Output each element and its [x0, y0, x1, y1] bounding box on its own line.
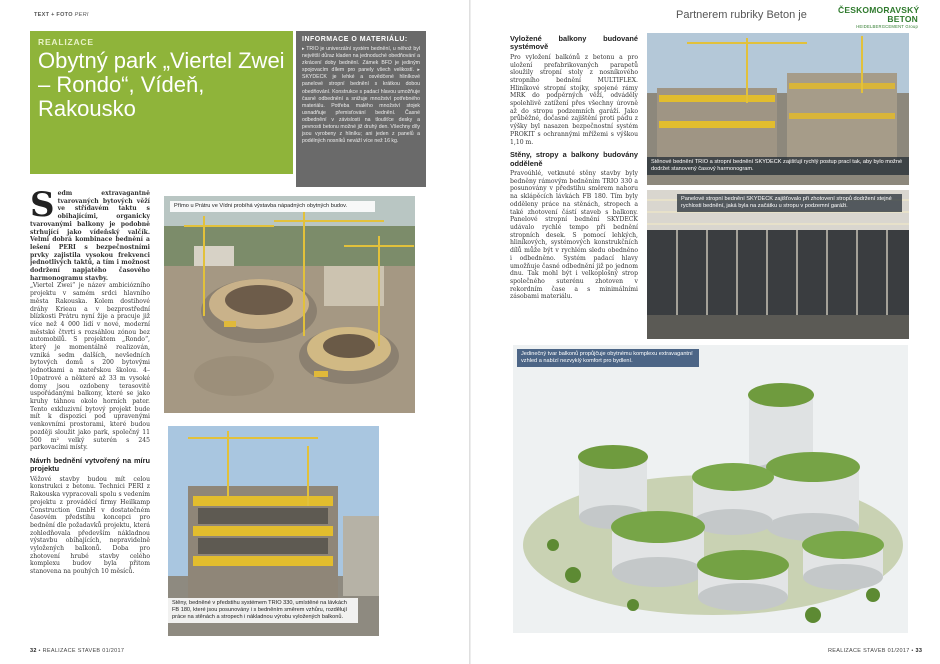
- partner-text: Partnerem rubriky Beton je: [676, 9, 807, 21]
- subheading-design: Návrh bednění vytvořený na míru projektu: [30, 455, 150, 474]
- spread-gutter: [469, 0, 471, 664]
- intro-paragraph: Sedm extravagantně tvarovaných bytových věží ve střídavém taktu s obihajícími, organicky tvarovanými balkony je podobně strhující jako vídeňský valčík. Velmi dobrá kombinace bednění a lešení PERI s bezpečnostními prvky zajistila vysokou frekvenci jednotlivých taktů, a tím i možnost dodržení napjatého časového harmonogramu stavby.: [30, 190, 150, 282]
- left-page-footer: 32 • REALIZACE STAVEB 01/2017: [30, 648, 125, 654]
- photo-caption: Panelové stropní bednění SKYDECK zajišťovalo při zhotovení stropů dodržení stejné rychlosti bednění, jaká byla na začátku u stropu v podzemní garáži.: [677, 194, 902, 212]
- left-text-column: [30, 190, 150, 640]
- body-paragraph: „Viertel Zwei“ je název ambiciózního projektu v samém srdci hlavního města Rakouska. Kolem dostihové dráhy Krieau a v bezprostřední blízkosti Prátru nyní žije a pracuje již více než 4 000 lidí v nové, moderní městské čtvrti s rozsáhlou zónou bez automobilů. S projektem „Rondo“, který je momentálně realizován, vzniká sedm dalších, nevšedních bytových domů s 200 bytovými jednotkami a mateřskou školou. 4–10patrové a některé až 33 m vysoké domy jsou ozdobeny terasovitě uspořádanými balkony, které se jako kruhy táhnou okolo horních pater. Tento exkluzivní bytový projekt bude mít k dispozici pod upravenými venkovními prostorami, které budou později sloužit jako park, společný 11 500 m² velký suterén s 245 parkovacími místy.: [30, 282, 150, 452]
- trio-skydeck-site-photo: [647, 33, 909, 185]
- title-block: [30, 31, 293, 174]
- material-info-box: [296, 31, 426, 187]
- photo-caption: Přímo u Prátru ve Vídni probíhá výstavba nápadných obytných budov.: [170, 201, 375, 212]
- subheading-walls: Stěny, stropy a balkony budovány odděleně: [510, 150, 638, 168]
- tower-formwork-photo: [168, 426, 379, 636]
- info-box-body: ▸ TRIO je univerzální systém bednění, u něhož byl největší důraz kladen na jednoduché obedňování a zkrácení doby bednění. Zámek BFD je jediným spojovacím dílem pro panely všech velikostí. ▸ SKYDECK je lehké a osvědčené hliníkové panelové stropní bednění s krátkou dobou obedňování. Konstrukce s padací hlavou umožňuje časné odbednění a snižuje množství potřebného materiálu. Potřeba malého množství stojek usnadňuje přemisťování bednění. Časné odbednění v závislosti na tloušťce desky a pevnosti betonu možné již druhý den. Všechny díly jsou vyrobeny z hliníku; ani jeden z panelů a podélných nosníků neváží více než 16 kg.: [302, 46, 420, 145]
- right-text-column: [510, 35, 638, 335]
- right-page-footer: REALIZACE STAVEB 01/2017 • 33: [828, 648, 923, 654]
- skydeck-props-photo: [647, 190, 909, 339]
- aerial-site-photo: [164, 196, 415, 413]
- article-title: Obytný park „Viertel Zwei – Rondo“, Vídeň, Rakousko: [38, 48, 285, 121]
- info-box-heading: INFORMACE O MATERIÁLU:: [302, 36, 408, 43]
- subheading-balconies: Vyložené balkony budované systémově: [510, 35, 638, 52]
- photo-caption: Stěny, bedněné v předstihu systémem TRIO 330, umístěné na lávkách FB 180, které jsou posunovány i s bedněním směrem vzhůru, rozdělují práce na stěnách a stropech i nákladnou výrobu vyložených balkonů.: [168, 598, 358, 623]
- body-paragraph: Věžové stavby budou mít celou konstrukci z betonu. Technici PERI z Rakouska vypracovali spolu s vedením projektu z prováděcí firmy Heilkamp Construction GmbH v dostatečném časovém předstihu koncepci pro bednění dle požadavků projektu, která zohledňovala především nákladnou výstavbu obíhajících, nepravidelně vyložených balkonů. Doba pro zhotovení hrubé stavby celého komplexu budov byla přitom stanovena na pouhých 10 měsíců.: [30, 475, 150, 576]
- photo-credit: TEXT + FOTO PERI: [34, 12, 89, 18]
- ceskomoravsky-beton-logo: ČESKOMORAVSKÝ BETON HEIDELBERGCEMENT Group: [838, 5, 920, 29]
- photo-caption: Stěnové bednění TRIO a stropní bednění SKYDECK zajišťují rychlý postup prací tak, aby bylo možné dodržet stanovený časový harmonogram.: [647, 157, 909, 175]
- body-paragraph: Pro vyložení balkónů z betonu a pro uložení prefabrikovaných parapetů sloužily stropní stoly z nosníkového stropního bednění MULTIFLEX. Hliníkové stropní stojky, spojené rámy MRK do podpěrných věží, odváděly spolehlivě zatížení přes všechny úrovně až do stropu podzemních garáží. Jako průběžné, dočasné zajištění proti pádu z výšky byl nasazen bezpečnostní systém PROKIT s ochrannými mřížemi s výškou 1,10 m.: [510, 53, 638, 146]
- body-paragraph: Pravoúhlé, vetknuté stěny stavby byly bedněny rámovým bedněním TRIO 330 a posunovány v předstihu směrem nahoru na sklápěcích lávkách FB 180. Tím byly odděleny práce na stěnách, stropech a také zhotovení částí staveb s balkony. Panelové stropní bednění SKYDECK udávalo rychlé tempo při bednění stropních desek. S pomocí lehkých, hliníkových, systémových konstrukčních dílů může být v rychlém sledu obedněno i odbedněno. Systém padací hlavy umožňuje časné odbednění již po jednom dnu. Tak mohl být i velkoplošný strop společného suterénu zhotoven v rekordním čase a s minimálními zásobami materiálu.: [510, 170, 638, 301]
- drop-cap: S: [30, 190, 55, 225]
- complex-rendering: [513, 345, 908, 633]
- photo-caption: Jedinečný tvar balkonů propůjčuje obytnému komplexu extravagantní vzhled a nabízí nezvyklý komfort pro bydlení.: [517, 349, 699, 367]
- section-kicker: REALIZACE: [38, 37, 94, 47]
